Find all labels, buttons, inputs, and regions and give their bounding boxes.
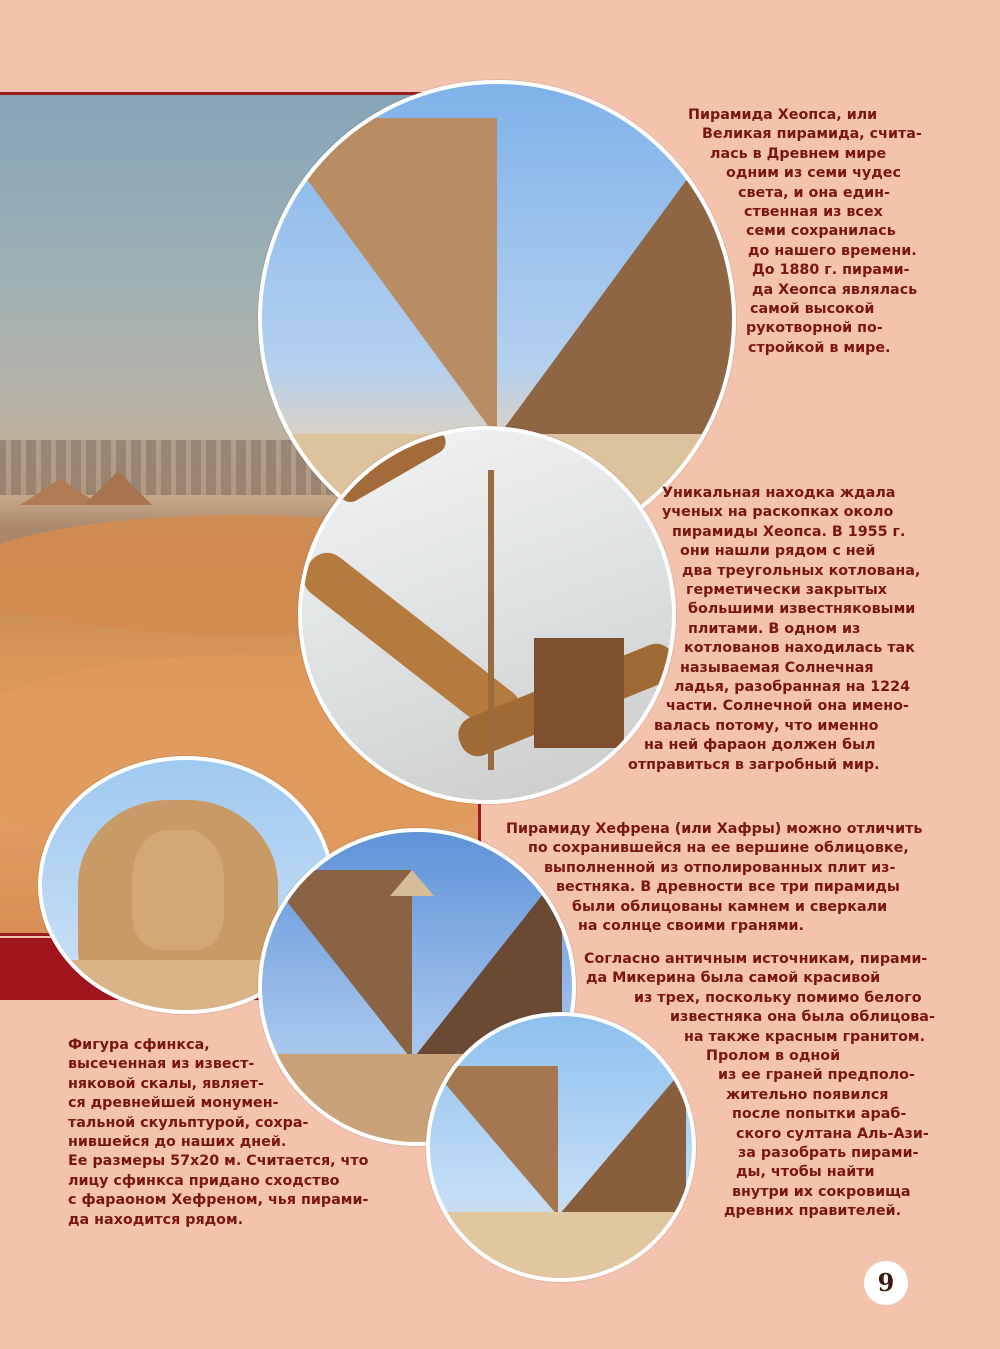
- distant-pyramid: [84, 471, 152, 505]
- sphinx-caption: Фигура сфинкса, высеченная из извест- няковой скалы, являет- ся древнейшей монумен- тальной скульптурой, сохра- нившейся до наших дней. Ее размеры 57х20 м. Считается, что лицу сфинкса придано сходство с фараоном Хефреном, чья пирами- да находится рядом.: [68, 1037, 369, 1228]
- page-number: 9: [864, 1261, 908, 1305]
- menkaure-caption: Согласно античным источникам, пирами- да Микерина была самой красивой из трех, поскольку помимо белого известняка она была облицова- на также красным гранитом. Пролом в одной из ее граней предполо- жительно появился после попытки араб- ского султана Аль-Ази- за разобрать пирами- ды, чтобы найти внутри их сокровища древних правителей.: [584, 951, 935, 1220]
- cheops-caption: Пирамида Хеопса, или Великая пирамида, счита- лась в Древнем мире одним из семи чудес света, и она един- ственная из всех семи сохранилась до нашего времени. До 1880 г. пирами- да Хеопса являлась самой высокой рукотворной по- стройкой в мире.: [688, 107, 922, 356]
- khafre-caption: Пирамиду Хефрена (или Хафры) можно отличить по сохранившейся на ее вершине облицовке, выполненной из отполированных плит из- вестняка. В древности все три пирамиды были облицованы камнем и сверкали на солнце своими гранями.: [506, 821, 923, 935]
- solar-boat-caption: Уникальная находка ждала ученых на раскопках около пирамиды Хеопса. В 1955 г. они нашли рядом с ней два треугольных котлована, герметически закрытых большими известняковыми плитами. В одном из котлованов находилась так называемая Солнечная ладья, разобранная на 1224 части. Солнечной она имено- валась потому, что именно на ней фараон должен был отправиться в загробный мир.: [628, 485, 921, 773]
- solar-boat-photo: [298, 426, 676, 804]
